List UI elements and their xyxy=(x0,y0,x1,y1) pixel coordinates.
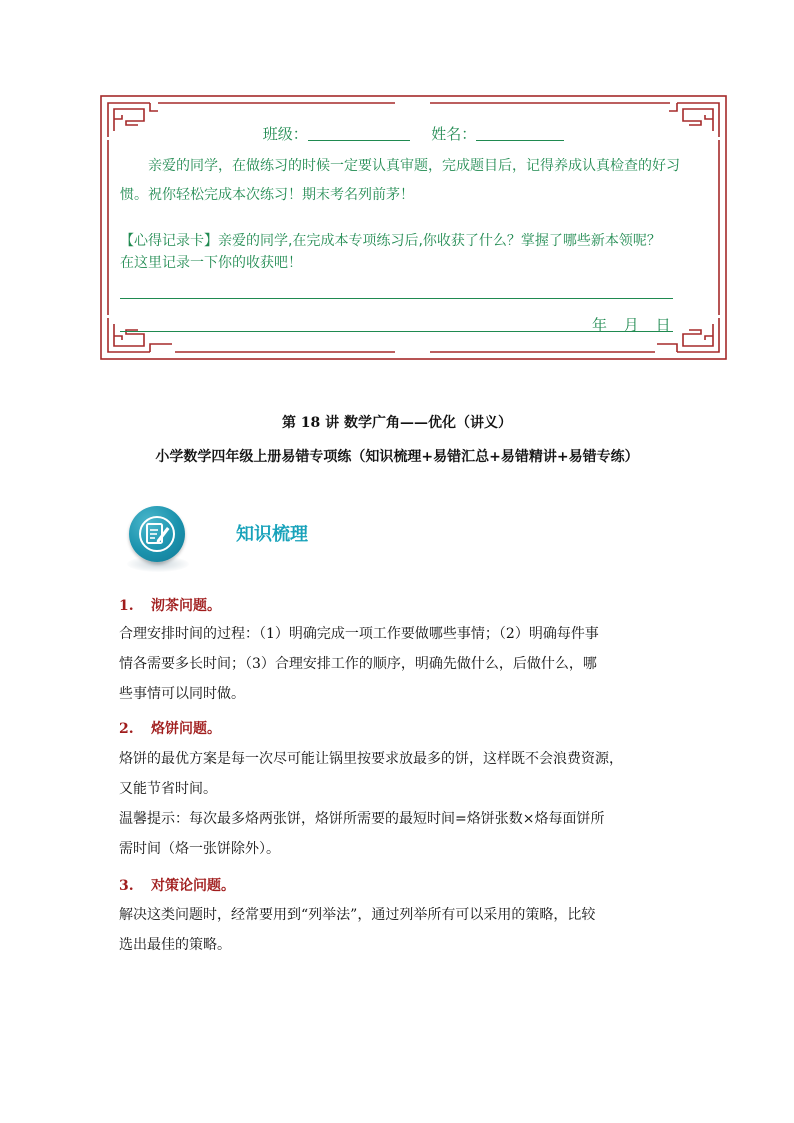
greeting-message xyxy=(120,152,710,210)
section-number: 3. xyxy=(119,878,134,894)
class-name-row xyxy=(100,123,727,144)
class-label: 班级： xyxy=(262,125,308,143)
greeting-line-2: 惯。祝你轻松完成本次练习！期末考名列前茅！ xyxy=(120,187,414,203)
section-title: 烙饼问题。 xyxy=(151,721,221,737)
note-bracket-open: 【 xyxy=(120,233,134,249)
month-label: 月 xyxy=(623,316,639,334)
notepad-glyph xyxy=(145,521,171,547)
lecture-title: 第 18 讲 数学广角——优化（讲义） xyxy=(281,415,513,431)
section-body-3 xyxy=(119,900,679,960)
name-label: 姓名： xyxy=(431,125,477,143)
section-heading-3 xyxy=(119,875,235,895)
section-title: 对策论问题。 xyxy=(151,878,235,894)
body-line: 需时间（烙一张饼除外）。 xyxy=(119,841,280,857)
section-number: 1. xyxy=(119,598,134,614)
body-line: 选出最佳的策略。 xyxy=(119,937,231,953)
section-body-1 xyxy=(119,619,679,709)
note-line-2: 在这里记录一下你的收获吧！ xyxy=(120,255,302,271)
section-number: 2. xyxy=(119,721,134,737)
notepad-pen-icon xyxy=(129,506,185,562)
writing-line-1[interactable] xyxy=(120,298,673,299)
note-line-1: 亲爱的同学,在完成本专项练习后,你收获了什么？掌握了哪些新本领呢？ xyxy=(218,233,661,249)
body-line: 烙饼的最优方案是每一次尽可能让锅里按要求放最多的饼，这样既不会浪费资源， xyxy=(119,751,623,767)
class-blank[interactable] xyxy=(308,126,410,141)
body-line: 些事情可以同时做。 xyxy=(119,686,245,702)
note-prompt xyxy=(120,230,700,274)
section-title: 沏茶问题。 xyxy=(151,598,221,614)
lecture-subtitle: 小学数学四年级上册易错专项练（知识梳理+易错汇总+易错精讲+易错专练） xyxy=(155,449,639,465)
body-line: 温馨提示：每次最多烙两张饼，烙饼所需要的最短时间=烙饼张数×烙每面饼所 xyxy=(119,811,605,827)
body-line: 合理安排时间的过程：（1）明确完成一项工作要做哪些事情；（2）明确每件事 xyxy=(119,626,599,642)
section-body-2 xyxy=(119,744,679,864)
name-blank[interactable] xyxy=(476,126,564,141)
note-bracket-close: 】 xyxy=(204,233,218,249)
section-heading-2 xyxy=(119,718,221,738)
year-label: 年 xyxy=(592,316,608,334)
record-card xyxy=(100,95,727,360)
body-line: 情各需要多长时间；（3）合理安排工作的顺序，明确先做什么，后做什么，哪 xyxy=(119,656,597,672)
greeting-line-1: 亲爱的同学，在做练习的时候一定要认真审题，完成题目后，记得养成认真检查的好习 xyxy=(148,158,680,174)
writing-line-2[interactable] xyxy=(120,331,673,332)
banner-title: 知识梳理 xyxy=(236,524,308,545)
body-line: 解决这类问题时，经常要用到“列举法”，通过列举所有可以采用的策略，比较 xyxy=(119,907,596,923)
body-line: 又能节省时间。 xyxy=(119,781,217,797)
section-heading-1 xyxy=(119,595,221,615)
note-tag: 心得记录卡 xyxy=(134,233,204,249)
day-label: 日 xyxy=(655,316,671,334)
